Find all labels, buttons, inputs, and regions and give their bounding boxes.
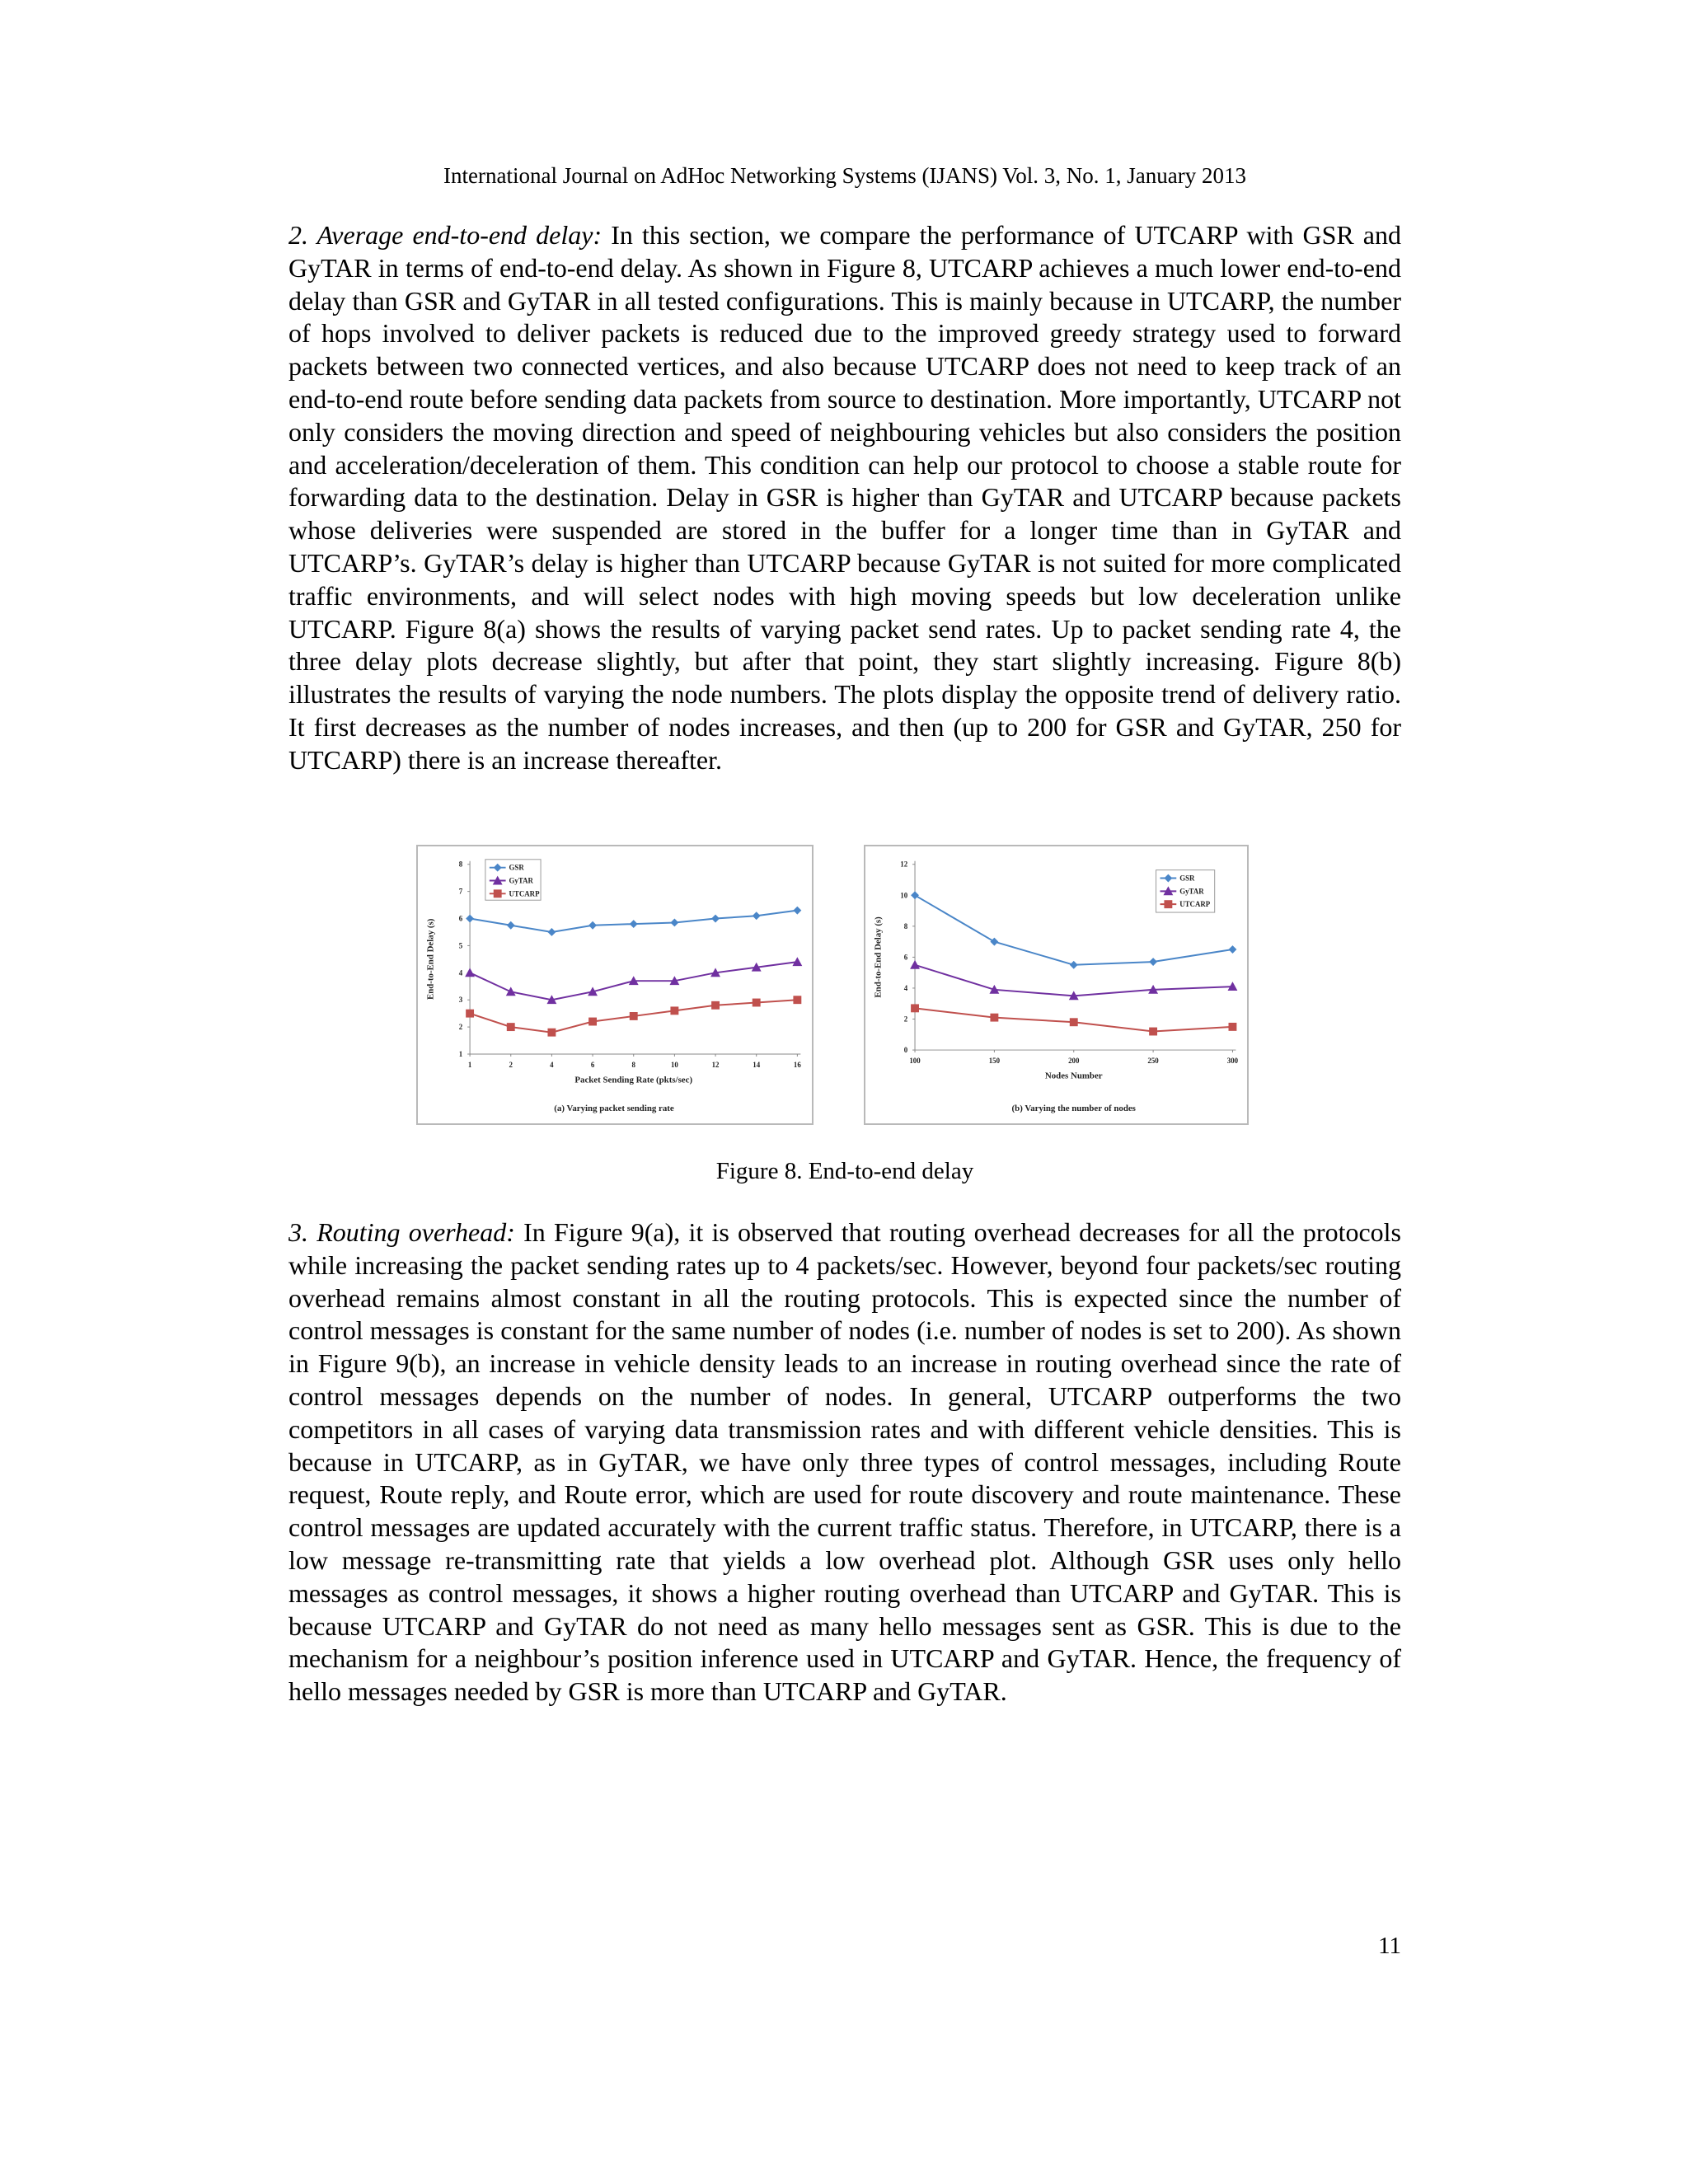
data-point-utcarp (990, 1014, 998, 1022)
y-tick-label: 6 (458, 914, 463, 923)
data-point-utcarp (1229, 1023, 1237, 1031)
legend-label-gytar: GyTAR (1179, 887, 1204, 896)
x-tick-label: 14 (753, 1060, 761, 1069)
x-tick-label: 200 (1068, 1056, 1080, 1065)
x-tick-label: 10 (670, 1060, 678, 1069)
data-point-gsr (1149, 958, 1157, 966)
y-tick-label: 7 (458, 887, 463, 896)
data-point-gsr (630, 920, 638, 928)
chart-packet-sending-rate (416, 845, 814, 1125)
data-point-utcarp (588, 1018, 597, 1026)
data-point-utcarp (547, 1029, 556, 1037)
x-tick-label: 16 (793, 1060, 801, 1069)
x-tick-label: 1 (467, 1060, 472, 1069)
data-point-gytar (506, 987, 516, 996)
section-body-delay: In this section, we compare the performance of UTCARP with GSR and GyTAR in terms of end-to-end delay. As shown in Figure 8, UTCARP achieves a much lower end-to-end delay than GSR and GyTAR in all tested configurations. This is mainly because in UTCARP, the number of hops involved to deliver packets is reduced due to the improved greedy strategy used to forward packets between two connected vertices, and also because UTCARP does not need to keep track of an end-to-end route before sending data packets from source to destination. More importantly, UTCARP not only considers the moving direction and speed of neighbouring vehicles but also considers the position and acceleration/deceleration of them. This condition can help our protocol to choose a stable route for forwarding data to the destination. Delay in GSR is higher than GyTAR and UTCARP because packets whose deliveries were suspended are stored in the buffer for a longer time than in GyTAR and UTCARP’s. GyTAR’s delay is higher than UTCARP because GyTAR is not suited for more complicated traffic environments, and will select nodes with high moving speeds but low deceleration unlike UTCARP. Figure 8(a) shows the results of varying packet send rates. Up to packet sending rate 4, the three delay plots decrease slightly, but after that point, they start slightly increasing. Figure 8(b) illustrates the results of varying the node numbers. The plots display the opposite trend of delivery ratio. It first decreases as the number of nodes increases, and then (up to 200 for GSR and GyTAR, 250 for UTCARP) there is an increase thereafter. (288, 220, 1402, 775)
data-point-gsr (466, 915, 474, 923)
section-body-overhead: In Figure 9(a), it is observed that routing overhead decreases for all the protocols while increasing the packet sending rates up to 4 packets/sec. However, beyond four packets/sec routing overhead remains almost constant in all the routing protocols. This is expected since the number of control messages is constant for the same number of nodes (i.e. number of nodes is set to 200). As shown in Figure 9(b), an increase in vehicle density leads to an increase in routing overhead since the rate of control messages depends on the number of nodes. In general, UTCARP outperforms the two competitors in all cases of varying data transmission rates and with different vehicle densities. This is because in UTCARP, as in GyTAR, we have only three types of control messages, including Route request, Route reply, and Route error, which are used for route discovery and route maintenance. These control messages are updated accurately with the current traffic status. Therefore, in UTCARP, there is a low message re-transmitting rate that yields a low overhead plot. Although GSR uses only hello messages as control messages, it shows a higher routing overhead than UTCARP and GyTAR. This is because UTCARP and GyTAR do not need as many hello messages sent as GSR. This is due to the mechanism for a neighbour’s position inference used in UTCARP and GyTAR. Hence, the frequency of hello messages needed by GSR is more than UTCARP and GyTAR. (288, 1217, 1402, 1707)
x-tick-label: 2 (509, 1060, 513, 1069)
y-tick-label: 8 (903, 921, 908, 930)
x-tick-label: 12 (711, 1060, 720, 1069)
data-point-gsr (507, 921, 515, 930)
chart-nodes-number (864, 845, 1249, 1125)
y-tick-label: 8 (458, 860, 463, 869)
page-number: 11 (1378, 1933, 1401, 1959)
data-point-gytar (465, 968, 475, 977)
chart-b-svg (865, 846, 1247, 1123)
data-point-gsr (1229, 945, 1237, 954)
y-tick-label: 3 (458, 996, 463, 1005)
x-tick-label: 4 (550, 1060, 554, 1069)
data-point-gsr (990, 938, 998, 946)
y-tick-label: 0 (903, 1046, 908, 1055)
data-point-utcarp (753, 999, 761, 1007)
y-axis-label: End-to-End Delay (s) (873, 916, 884, 998)
data-point-gsr (547, 928, 556, 936)
legend-label-utcarp: UTCARP (509, 889, 540, 898)
figure-caption: Figure 8. End-to-end delay (715, 1158, 974, 1184)
section-routing-overhead (288, 1216, 1401, 1708)
data-point-gsr (1070, 961, 1078, 969)
x-tick-label: 100 (909, 1056, 921, 1065)
data-point-utcarp (507, 1023, 515, 1031)
chart-a-svg (418, 846, 812, 1123)
y-tick-label: 2 (903, 1015, 908, 1024)
x-tick-label: 150 (988, 1056, 1001, 1065)
y-tick-label: 6 (903, 953, 908, 962)
data-point-utcarp (466, 1010, 474, 1018)
x-axis-label: Nodes Number (1044, 1071, 1103, 1081)
data-point-utcarp (1070, 1018, 1078, 1026)
y-tick-label: 4 (458, 968, 463, 977)
data-point-utcarp (711, 1001, 720, 1010)
data-point-utcarp (1149, 1028, 1157, 1036)
data-point-gsr (711, 915, 720, 923)
data-point-utcarp (793, 996, 801, 1004)
section-heading-overhead: 3. Routing overhead: (288, 1217, 515, 1247)
section-heading-delay: 2. Average end-to-end delay: (288, 220, 603, 250)
data-point-utcarp (911, 1004, 919, 1012)
legend-label-gsr: GSR (509, 863, 524, 872)
data-point-gsr (670, 919, 678, 927)
y-tick-label: 1 (458, 1049, 463, 1058)
y-tick-label: 12 (900, 860, 908, 869)
data-point-gsr (588, 921, 597, 930)
y-tick-label: 2 (458, 1023, 463, 1032)
legend-marker-utcarp (494, 889, 502, 898)
x-axis-label: Packet Sending Rate (pkts/sec) (574, 1075, 693, 1085)
x-tick-label: 8 (631, 1060, 635, 1069)
x-tick-label: 250 (1147, 1056, 1159, 1065)
data-point-gytar (792, 957, 802, 966)
data-point-gsr (793, 907, 801, 915)
chart-subcaption: (a) Varying packet sending rate (554, 1104, 674, 1114)
x-tick-label: 300 (1226, 1056, 1239, 1065)
running-header: International Journal on AdHoc Networking Systems (IJANS) Vol. 3, No. 1, January 2013 (443, 163, 1246, 188)
data-point-gytar (910, 960, 920, 969)
section-average-delay (288, 219, 1401, 777)
y-tick-label: 5 (458, 941, 463, 950)
data-point-utcarp (670, 1006, 678, 1015)
y-axis-label: End-to-End Delay (s) (425, 918, 436, 1001)
legend-marker-utcarp (1164, 900, 1172, 908)
data-point-gsr (753, 912, 761, 920)
data-point-utcarp (630, 1012, 638, 1020)
x-tick-label: 6 (590, 1060, 595, 1069)
legend-label-utcarp: UTCARP (1179, 900, 1211, 909)
legend-label-gytar: GyTAR (509, 876, 533, 885)
y-tick-label: 10 (900, 891, 908, 900)
chart-subcaption: (b) Varying the number of nodes (1011, 1104, 1136, 1114)
data-point-gsr (911, 891, 919, 899)
legend-label-gsr: GSR (1179, 874, 1195, 883)
y-tick-label: 4 (903, 983, 908, 992)
